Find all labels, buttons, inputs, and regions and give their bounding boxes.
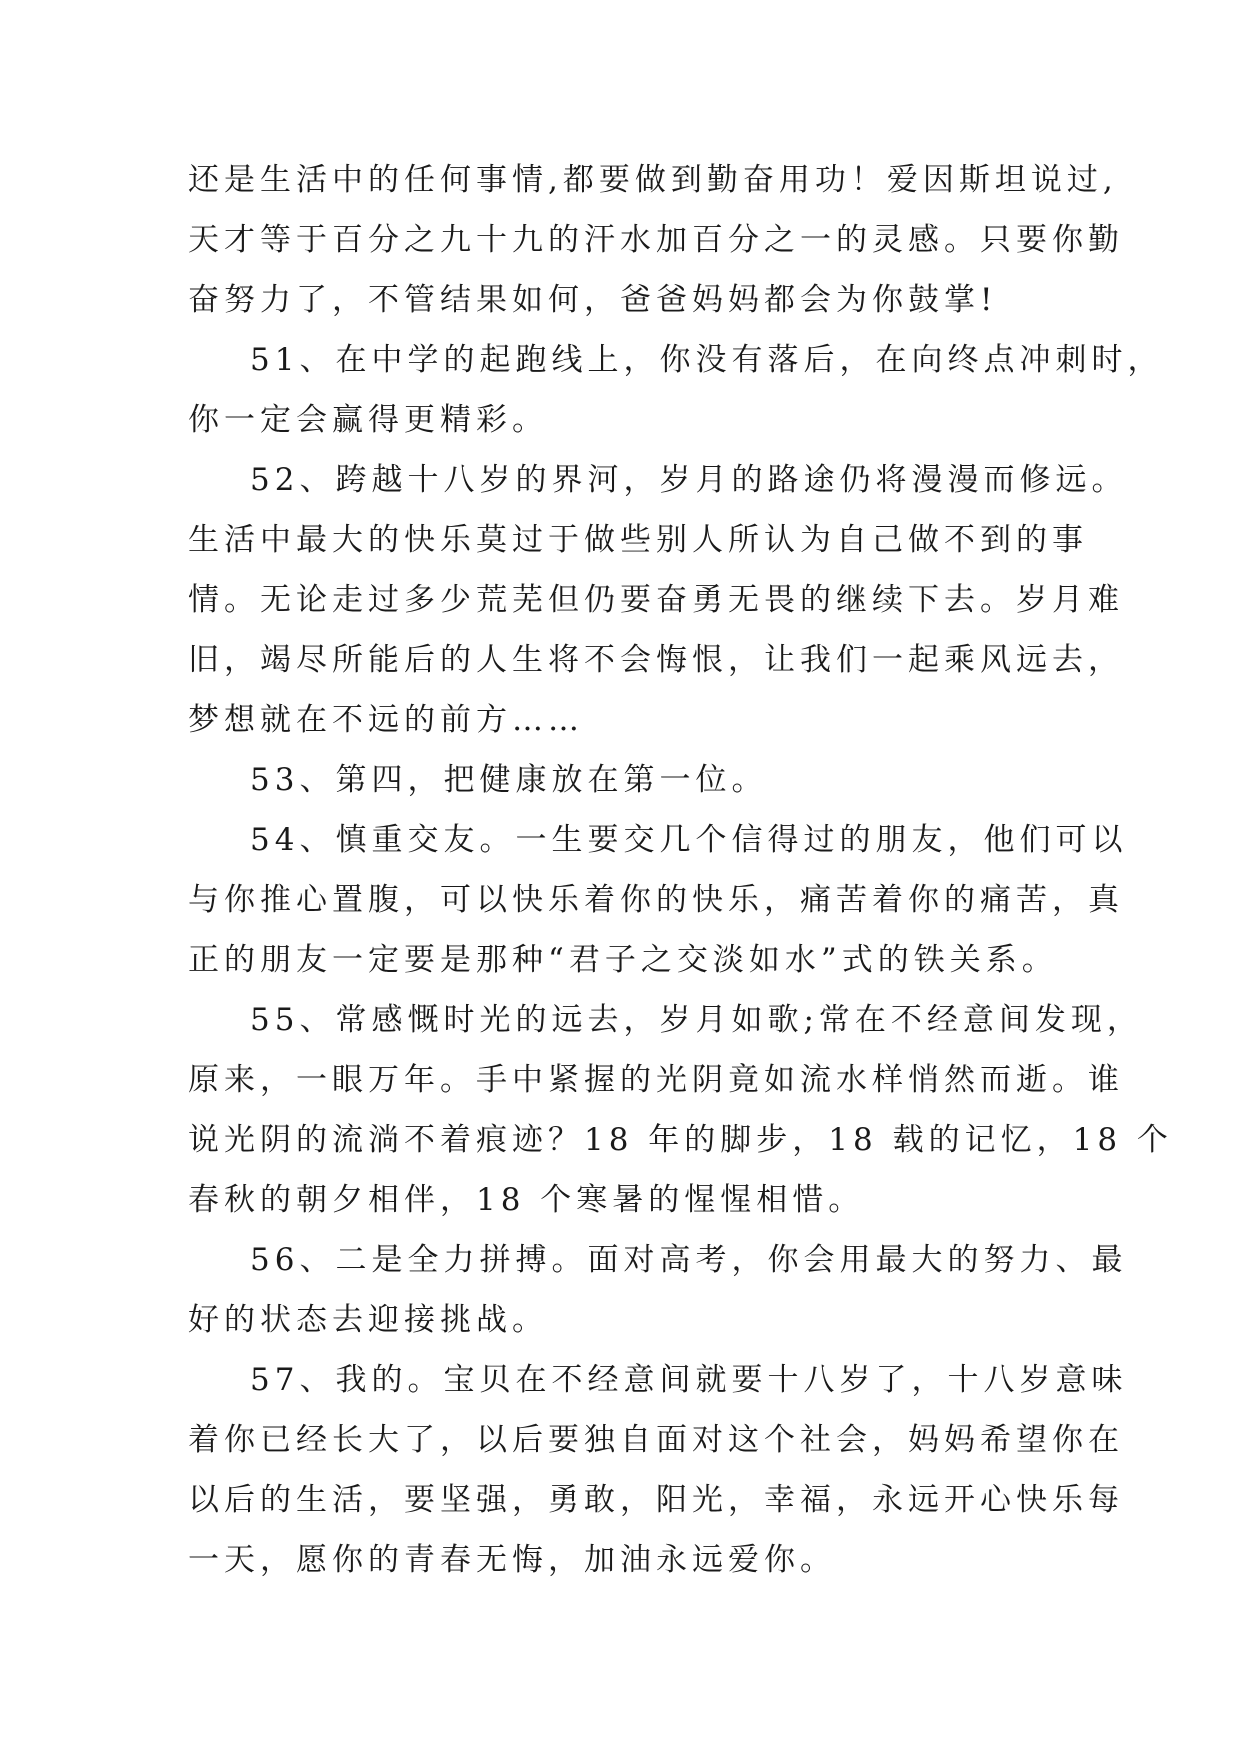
text-line: 一天，愿你的青春无悔，加油永远爱你。 bbox=[188, 1542, 836, 1578]
text-line: 说光阴的流淌不着痕迹？18 年的脚步，18 载的记忆，18 个 bbox=[188, 1122, 1173, 1158]
text-line: 52、跨越十八岁的界河，岁月的路途仍将漫漫而修远。 bbox=[250, 462, 1128, 498]
text-line: 还是生活中的任何事情,都要做到勤奋用功！爱因斯坦说过, bbox=[188, 162, 1118, 198]
text-line: 生活中最大的快乐莫过于做些别人所认为自己做不到的事 bbox=[188, 522, 1088, 558]
text-line: 旧，竭尽所能后的人生将不会悔恨，让我们一起乘风远去， bbox=[188, 642, 1124, 678]
text-line: 春秋的朝夕相伴，18 个寒暑的惺惺相惜。 bbox=[188, 1182, 865, 1218]
text-line: 奋努力了，不管结果如何，爸爸妈妈都会为你鼓掌! bbox=[188, 282, 998, 318]
document-body bbox=[188, 150, 1173, 1590]
text-line: 53、第四，把健康放在第一位。 bbox=[250, 762, 768, 798]
text-line: 56、二是全力拼搏。面对高考，你会用最大的努力、最 bbox=[250, 1242, 1128, 1278]
text-line: 你一定会赢得更精彩。 bbox=[188, 402, 548, 438]
text-line: 情。无论走过多少荒芜但仍要奋勇无畏的继续下去。岁月难 bbox=[188, 582, 1124, 618]
text-line: 51、在中学的起跑线上，你没有落后，在向终点冲刺时， bbox=[250, 342, 1164, 378]
text-line: 梦想就在不远的前方…… bbox=[188, 702, 584, 738]
text-line: 以后的生活，要坚强，勇敢，阳光，幸福，永远开心快乐每 bbox=[188, 1482, 1124, 1518]
text-line: 好的状态去迎接挑战。 bbox=[188, 1302, 548, 1338]
text-line: 正的朋友一定要是那种“君子之交淡如水”式的铁关系。 bbox=[188, 942, 1058, 978]
text-line: 着你已经长大了，以后要独自面对这个社会，妈妈希望你在 bbox=[188, 1422, 1124, 1458]
text-line: 55、常感慨时光的远去，岁月如歌;常在不经意间发现， bbox=[250, 1002, 1143, 1038]
text-line: 原来，一眼万年。手中紧握的光阴竟如流水样悄然而逝。谁 bbox=[188, 1062, 1124, 1098]
text-line: 天才等于百分之九十九的汗水加百分之一的灵感。只要你勤 bbox=[188, 222, 1124, 258]
text-line: 54、慎重交友。一生要交几个信得过的朋友，他们可以 bbox=[250, 822, 1128, 858]
text-line: 与你推心置腹，可以快乐着你的快乐，痛苦着你的痛苦，真 bbox=[188, 882, 1124, 918]
text-line: 57、我的。宝贝在不经意间就要十八岁了，十八岁意味 bbox=[250, 1362, 1128, 1398]
